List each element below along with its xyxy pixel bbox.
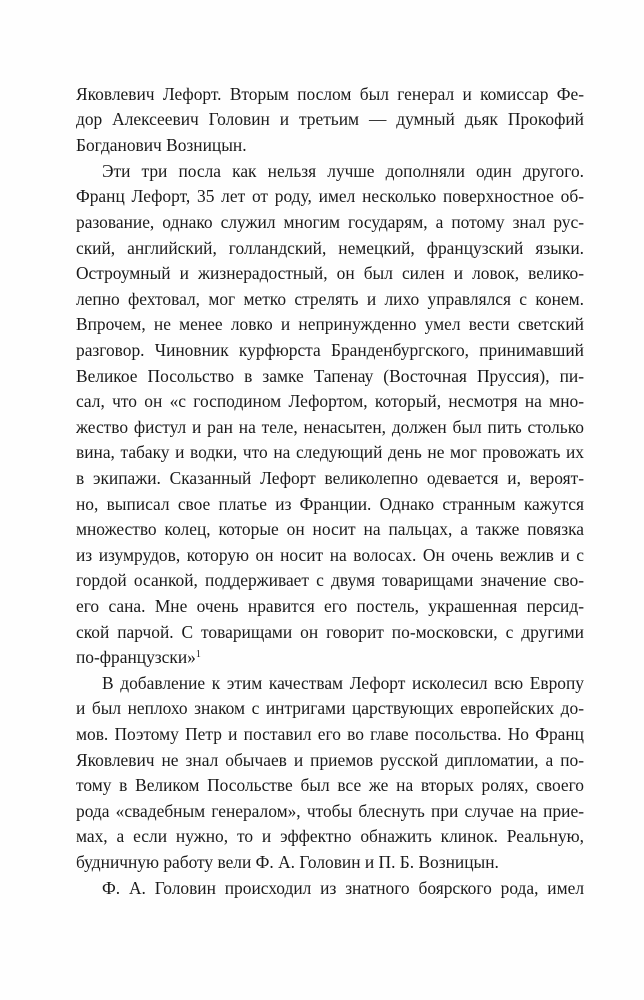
text-line: Эти три посла как нельзя лучше дополняли один другого. [102, 161, 584, 181]
text-line: ской парчой. С товарищами он говорит по-московски, с другими [76, 622, 584, 642]
text-line: вина, табаку и водки, что на следующий день не мог провожать их [76, 442, 584, 462]
text-line: В добавление к этим качествам Лефорт исколесил всю Европу [102, 673, 584, 693]
text-line: из изумрудов, которую он носит на волосах. Он очень вежлив и с [76, 545, 584, 565]
text-line: мов. Поэтому Петр и поставил его во главе посольства. Но Франц [76, 724, 584, 744]
text-line: в экипажи. Сказанный Лефорт великолепно одевается и, вероят- [76, 468, 584, 488]
text-line: но, выписал свое платье из Франции. Однако странным кажутся [76, 494, 584, 514]
text-line-content: по-французски» [76, 647, 196, 667]
text-line: разование, однако служил многим государям, а потому знал рус- [76, 212, 584, 232]
text-line: Франц Лефорт, 35 лет от роду, имел несколько поверхностное об- [76, 186, 584, 206]
text-line: сал, что он «с господином Лефортом, который, несмотря на мно- [76, 391, 584, 411]
text-line: дор Алексеевич Головин и третьим — думный дьяк Прокофий [76, 109, 584, 129]
text-line: Впрочем, не менее ловко и непринужденно умел вести светский [76, 314, 584, 334]
text-line: Богданович Возницын. [76, 135, 247, 155]
text-line: рода «свадебным генералом», чтобы блеснуть при случае на прие- [76, 801, 584, 821]
text-line: разговор. Чиновник курфюрста Бранденбургского, принимавший [76, 340, 584, 360]
text-line: мах, а если нужно, то и эффектно обнажить клинок. Реальную, [76, 826, 584, 846]
text-line: гордой осанкой, поддерживает с двумя товарищами значение сво- [76, 570, 584, 590]
text-line: Остроумный и жизнерадостный, он был силен и ловок, велико- [76, 263, 584, 283]
text-line: его сана. Мне очень нравится его постель, украшенная персид- [76, 596, 584, 616]
text-line: лепно фехтовал, мог метко стрелять и лихо управлялся с конем. [76, 289, 584, 309]
text-line: Ф. А. Головин происходил из знатного боярского рода, имел [102, 878, 584, 898]
text-line: Великое Посольство в замке Тапенау (Восточная Пруссия), пи- [76, 366, 584, 386]
text-line: и был неплохо знаком с интригами царствующих европейских до- [76, 698, 584, 718]
footnote-reference[interactable]: 1 [195, 649, 201, 660]
text-line [76, 645, 584, 671]
text-line: Яковлевич Лефорт. Вторым послом был генерал и комиссар Фе- [76, 84, 584, 104]
text-line: будничную работу вели Ф. А. Головин и П. Б. Возницын. [76, 852, 499, 872]
text-line: Яковлевич не знал обычаев и приемов русской дипломатии, а по- [76, 750, 584, 770]
text-line: ский, английский, голландский, немецкий, французский языки. [76, 238, 584, 258]
text-line: тому в Великом Посольстве был все же на вторых ролях, своего [76, 775, 584, 795]
text-line: множество колец, которые он носит на пальцах, а также повязка [76, 519, 584, 539]
text-line: жество фистул и ран на теле, ненасытен, должен был пить столько [76, 417, 584, 437]
